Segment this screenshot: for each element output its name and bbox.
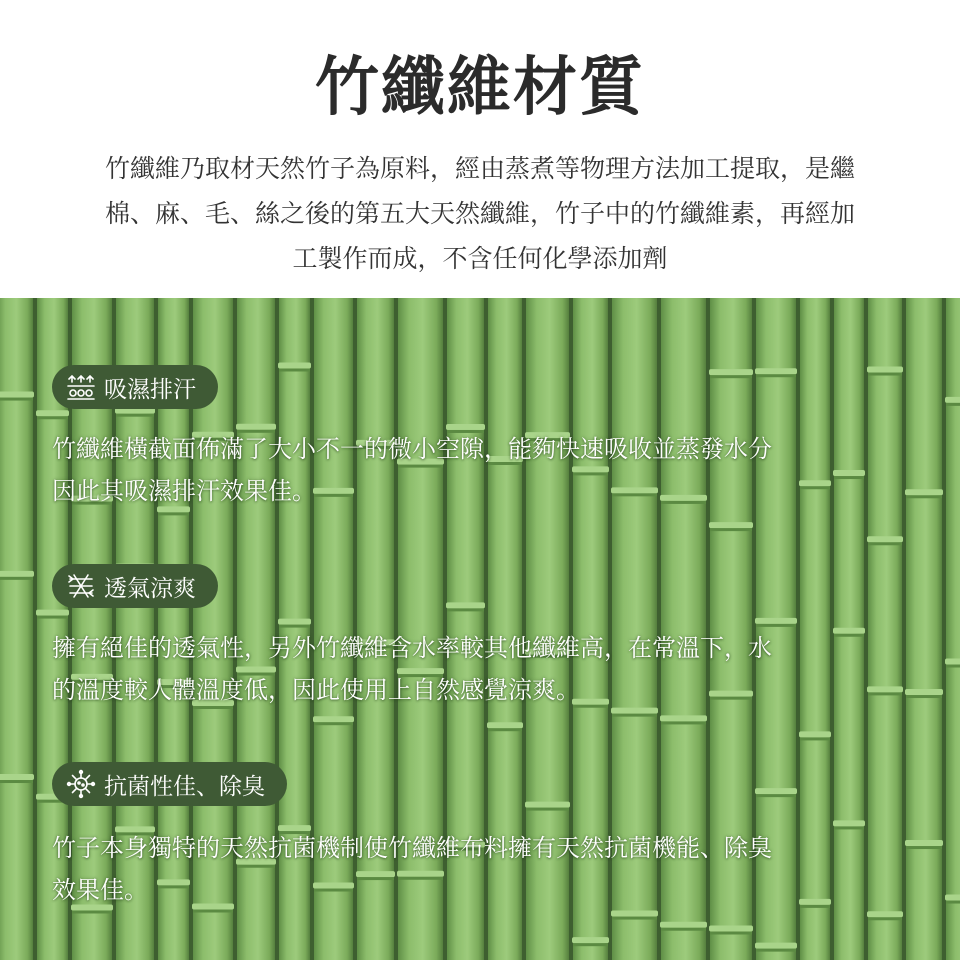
feature-description bbox=[52, 827, 912, 911]
feature-description bbox=[52, 627, 912, 711]
feature-label: 抗菌性佳、除臭 bbox=[104, 773, 265, 800]
feature-line: 的溫度較人體溫度低，因此使用上自然感覺涼爽。 bbox=[52, 676, 580, 704]
intro-line: 竹纖維乃取材天然竹子為原料，經由蒸煮等物理方法加工提取，是繼 bbox=[104, 154, 855, 183]
feature-badge-moisture-wicking bbox=[52, 365, 218, 409]
feature-line: 效果佳。 bbox=[52, 876, 148, 904]
intro-line: 工製作而成，不含任何化學添加劑 bbox=[292, 244, 668, 273]
moisture-wicking-icon bbox=[66, 372, 96, 402]
feature-badge-antibacterial bbox=[52, 762, 287, 806]
bamboo-stalk bbox=[945, 298, 960, 960]
antibacterial-icon bbox=[66, 769, 96, 799]
feature-label: 透氣涼爽 bbox=[104, 575, 196, 602]
header bbox=[0, 0, 960, 298]
page-title: 竹纖維材質 bbox=[315, 51, 645, 125]
feature-badge-breathable bbox=[52, 564, 218, 608]
intro-line: 棉、麻、毛、絲之後的第五大天然纖維，竹子中的竹纖維素，再經加 bbox=[104, 199, 855, 228]
intro-paragraph bbox=[50, 146, 910, 281]
feature-line: 竹子本身獨特的天然抗菌機制使竹纖維布料擁有天然抗菌機能、除臭 bbox=[52, 834, 772, 862]
feature-line: 因此其吸濕排汗效果佳。 bbox=[52, 477, 316, 505]
feature-description bbox=[52, 428, 912, 512]
feature-line: 竹纖維橫截面佈滿了大小不一的微小空隙，能夠快速吸收並蒸發水分 bbox=[52, 435, 772, 463]
breathable-icon bbox=[66, 571, 96, 601]
bamboo-stalk bbox=[0, 298, 34, 960]
feature-line: 擁有絕佳的透氣性，另外竹纖維含水率較其他纖維高，在常溫下，水 bbox=[52, 634, 772, 662]
feature-label: 吸濕排汗 bbox=[104, 376, 196, 403]
